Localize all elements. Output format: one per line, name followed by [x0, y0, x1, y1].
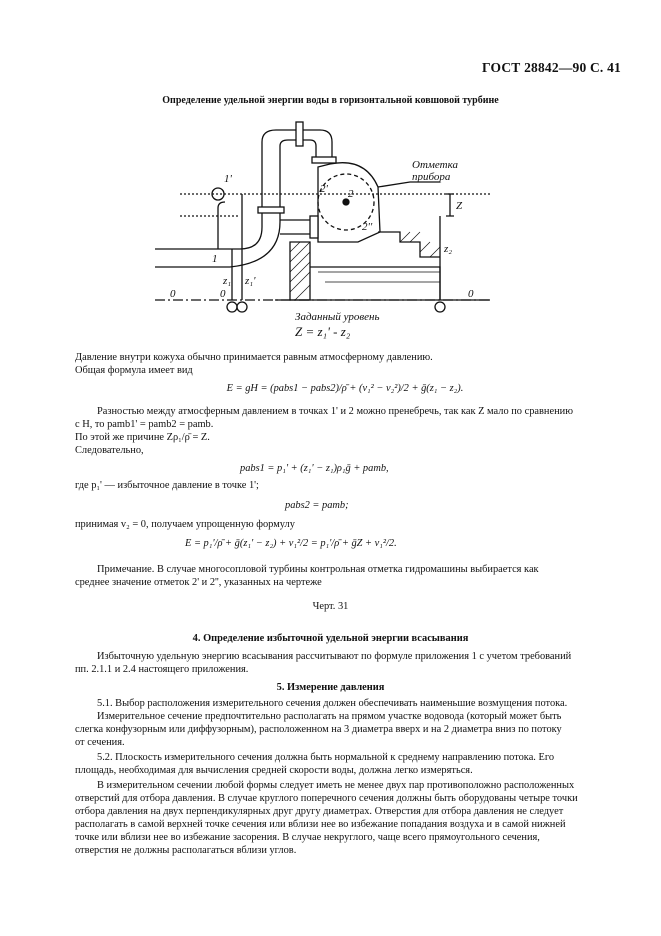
label-2prime: 2': [320, 183, 328, 195]
paragraph-assuming: принимая v₂ = 0, получаем упрощенную формулу: [75, 519, 295, 530]
section-5-1-text-b: слегка конфузорным или диффузорным), расположенном на 3 диаметра вверх и на 2 диаметра вниз по потоку: [75, 724, 562, 735]
section-4-text-2: пп. 2.1.1 и 2.4 настоящего приложения.: [75, 664, 249, 675]
paragraph-where: где p₁' — избыточное давление в точке 1';: [75, 480, 259, 491]
paragraph-difference-b: с H, то pamb1' = pamb2 = pamb.: [75, 419, 214, 430]
section-5-1: 5.1. Выбор расположения измерительного сечения должен обеспечивать наименьшие возмущения потока.: [97, 698, 568, 709]
equation-4: E = p₁'/ρ̄ + ḡ(z₁' − z₂) + v₁²/2 = p₁'/ρ̄ + ḡZ + v₁²/2.: [185, 538, 397, 549]
section-4-text-1: Избыточную удельную энергию всасывания рассчитывают по формуле приложения 1 с учетом требований: [97, 651, 572, 662]
label-given-level: Заданный уровень: [295, 311, 380, 323]
outlet-steps: [378, 232, 440, 257]
section-5-1-text-c: от сечения.: [75, 737, 125, 748]
label-Z: Z: [456, 200, 463, 212]
inlet-pipe: [155, 249, 240, 267]
gauge-line: [218, 202, 225, 249]
paragraph-therefore: Следовательно,: [75, 445, 144, 456]
turbine-diagram: [150, 112, 490, 344]
label-zero-mid: 0: [220, 288, 226, 300]
label-1prime: 1': [224, 173, 232, 185]
note-line-1: Примечание. В случае многосопловой турбины контрольная отметка гидромашины выбирается как: [97, 564, 539, 575]
label-z1: z₁: [223, 275, 232, 287]
label-zero-right: 0: [468, 288, 474, 300]
figure-title: Определение удельной энергии воды в горизонтальной ковшовой турбине: [162, 95, 499, 106]
dim-Z: [446, 194, 454, 216]
equation-1: E = gH = (pabs1 − pabs2)/ρ̄ + (v₁² − v₂²)/2 + ḡ(z₁ − z₂).: [226, 383, 464, 394]
section-5-2-text-a: 5.2. Плоскость измерительного сечения должна быть нормальной к среднему направлению потока. Его: [97, 752, 555, 763]
figure-caption: Черт. 31: [312, 601, 349, 612]
paragraph-same-reason: По этой же причине Zρ₁/ρ̄ = Z.: [75, 432, 210, 443]
label-zero-left: 0: [170, 288, 176, 300]
label-1: 1: [212, 253, 218, 265]
label-mark-1: Отметка: [412, 159, 458, 171]
section-5-title: 5. Измерение давления: [276, 682, 385, 693]
section-5-2-text-g: точке или вблизи нее во избежание засорения. В случае некруглого, чаще всего прямоугольного сечения,: [75, 832, 540, 843]
paragraph-formula-intro: Общая формула имеет вид: [75, 365, 193, 376]
label-2: 2: [348, 188, 354, 200]
label-z2: z₂: [444, 243, 453, 255]
dim-z1: [232, 194, 242, 300]
label-2dbl: 2'': [362, 221, 373, 233]
pipe-bend: [230, 212, 280, 267]
paragraph-pressure: Давление внутри кожуха обычно принимается равным атмосферному давлению.: [75, 352, 433, 363]
label-formula: Z = z₁' - z₂: [295, 324, 351, 339]
section-5-2-text-c: В измерительном сечении любой формы следует иметь не менее двух пар противоположно расположенных: [97, 780, 575, 791]
section-5-2-text-f: располагать в самой верхней точке сечения или вблизи нее во избежание попадания воздуха и в самой нижней: [75, 819, 566, 830]
section-4-title: 4. Определение избыточной удельной энергии всасывания: [192, 633, 469, 644]
equation-2: pabs1 = p₁' + (z₁' − z₁)ρ₁ḡ + pamb,: [240, 463, 389, 474]
equation-3: pabs2 = pamb;: [285, 500, 349, 511]
paragraph-difference-a: Разностью между атмосферным давлением в точках 1' и 2 можно пренебречь, так как Z мало по сравнению: [97, 406, 573, 417]
section-5-2-text-e: отбора давления на двух перпендикулярных друг другу диаметрах. Отверстия для отбора давления не следует: [75, 806, 564, 817]
label-z1prime: z₁': [245, 275, 256, 287]
section-5-2-text-b: площадь, необходимая для вычисления средней скорости воды, должна легко измеряться.: [75, 765, 473, 776]
reference-lines: [180, 194, 490, 216]
page-header: ГОСТ 28842—90 С. 41: [482, 60, 621, 75]
section-5-2-text-d: отверстий для отбора давления. В случае круглого поперечного сечения должны быть оборудованы четыре точки: [75, 793, 578, 804]
label-mark-2: прибора: [412, 171, 451, 183]
section-5-1-text-a: Измерительное сечение предпочтительно располагать на прямом участке водовода (который может быть: [97, 711, 562, 722]
foundation: [290, 242, 310, 300]
section-5-2-text-h: отверстия не должны располагаться вблизи углов.: [75, 845, 297, 856]
note-line-2: среднее значение отметок 2' и 2'', указанных на чертеже: [75, 577, 322, 588]
